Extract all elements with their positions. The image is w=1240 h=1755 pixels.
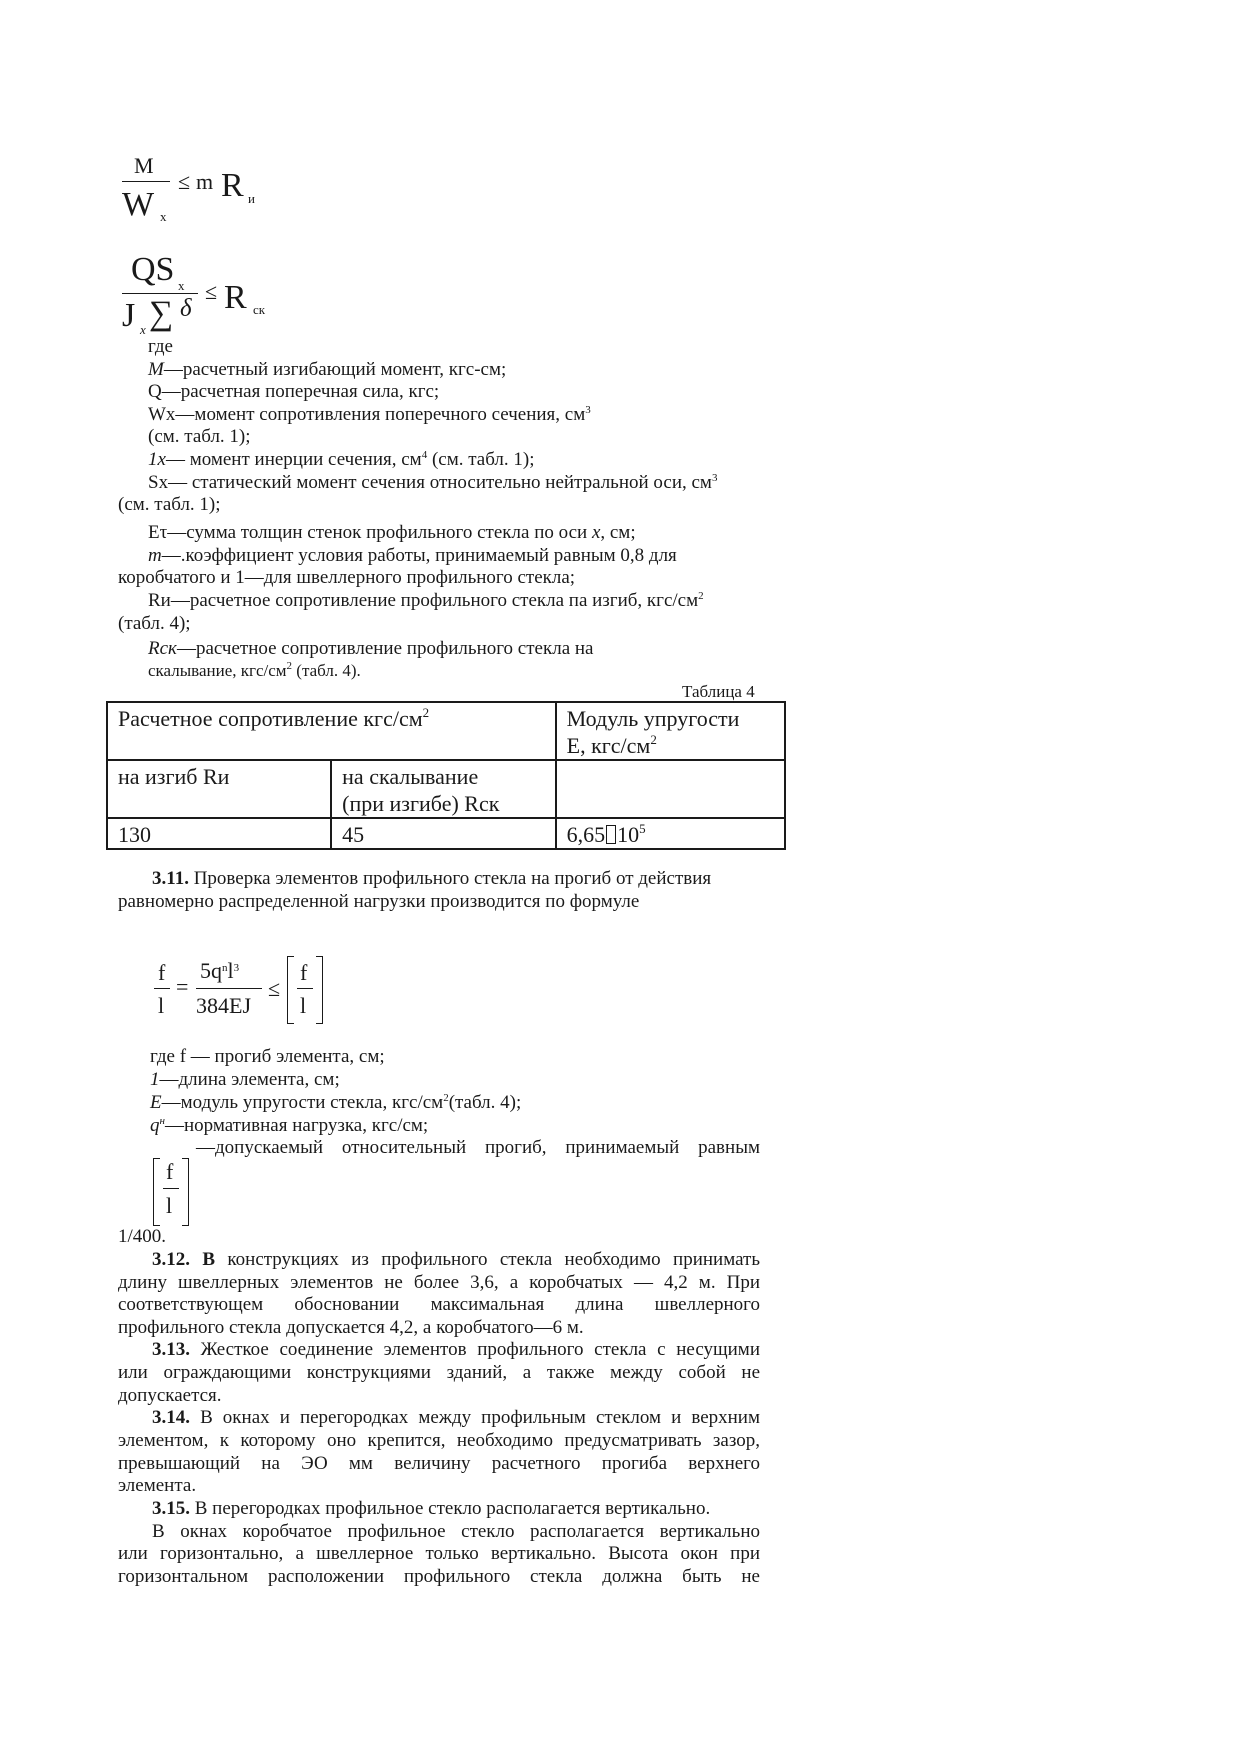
- def-sx-ref: (см. табл. 1);: [118, 494, 221, 515]
- formula1-rhs: R: [221, 167, 244, 204]
- allow-bar: [163, 1188, 179, 1189]
- formula3-mid-den: 384EJ: [196, 993, 251, 1018]
- para-3-14-line2: элементом, к которому оно крепится, необходимо предусматривать зазор,: [118, 1430, 760, 1451]
- formula3-mid-bar: [196, 988, 262, 989]
- formula3-relation: ≤: [268, 976, 281, 1001]
- def-e: E—модуль упругости стекла, кгс/$см^2(табл$. 4);: [150, 1092, 522, 1113]
- para-3-15-line3: или горизонтально, а швеллерное только вертикально. Высота окон при: [118, 1543, 760, 1564]
- def-wx-ref: (см. табл. 1);: [148, 426, 251, 447]
- table-cell: 6,65 $10^5$: [556, 818, 785, 849]
- para-3-15-line2: В окнах коробчатое профильное стекло располагается вертикально: [152, 1521, 760, 1542]
- para-3-13-line2: или ограждающими конструкциями зданий, а также между собой не: [118, 1362, 760, 1383]
- def-m-coef: т—.коэффициент условия работы, принимаемый равным 0,8 для: [148, 545, 677, 566]
- missing-glyph-box: [606, 825, 616, 844]
- formula2-relation: ≤: [205, 279, 218, 304]
- para-3-12-line2: длину швеллерных элементов не более 3,6, а коробчатых — 4,2 м. При: [118, 1272, 760, 1293]
- para-3-12-line1: 3.12. В конструкциях из профильного стекла необходимо принимать: [152, 1249, 760, 1270]
- def-f: где f — прогиб элемента, см;: [150, 1046, 385, 1067]
- formula3-mid-num: $5q^nl^3$: [200, 958, 240, 983]
- formula3-lhs-den: l: [158, 993, 165, 1018]
- para-3-11-line1: 3.11. Проверка элементов профильного стекла на прогиб от действия: [152, 868, 712, 889]
- table-row: [107, 702, 785, 760]
- para-3-14-line1: 3.14. В окнах и перегородках между профильным стеклом и верхним: [152, 1407, 760, 1428]
- formula1-denominator: W: [122, 186, 155, 223]
- def-m: M—расчетный изгибающий момент, кгс-см;: [148, 359, 507, 380]
- table-row: [107, 760, 785, 818]
- table-caption: Таблица 4: [682, 682, 755, 701]
- where-label: где: [148, 336, 173, 357]
- para-3-13-line1: 3.13. Жесткое соединение элементов профильного стекла с несущими: [152, 1339, 760, 1360]
- formula1-numerator: M: [134, 153, 154, 178]
- allow-right-bracket: [182, 1158, 189, 1226]
- formula2-rhs-sub: ск: [253, 302, 266, 317]
- para-3-12-line4: профильного стекла допускается 4,2, а коробчатого—6 м.: [118, 1317, 584, 1338]
- formula2-fraction-bar: [122, 293, 198, 294]
- def-rsk-cont: скалывание, кгс/$см^2$ (табл. 4).: [148, 660, 361, 680]
- def-ix: 1x— момент инерции сечения, $см^4$ (см. табл. 1);: [148, 449, 535, 470]
- para-3-11-line2: равномерно распределенной нагрузки производится по формуле: [118, 891, 640, 912]
- table-cell: [556, 760, 785, 818]
- formula1-denominator-sub: x: [160, 209, 167, 224]
- table-cell: на изгиб Rи: [107, 760, 331, 818]
- formula1-relation: ≤: [178, 169, 191, 194]
- formula1-rhs-sub: и: [248, 191, 255, 206]
- formula2-numerator: QS: [131, 251, 175, 288]
- def-l: 1—длина элемента, см;: [150, 1069, 340, 1090]
- para-3-15-line4: горизонтальном расположении профильного стекла должна быть не: [118, 1566, 760, 1587]
- para-3-15-line1: 3.15. В перегородках профильное стекло располагается вертикально.: [152, 1498, 711, 1519]
- formula3-br-num: f: [300, 960, 308, 985]
- formula2-rhs: R: [224, 279, 247, 316]
- table-cell: 130: [107, 818, 331, 849]
- table-4: [106, 701, 786, 850]
- def-q: Q—расчетная поперечная сила, кгс;: [148, 381, 440, 402]
- formula2-delta: δ: [180, 295, 192, 322]
- table-header-modulus: Модуль упругости E, кгс/$см^2$: [556, 702, 785, 760]
- para-3-13-line3: допускается.: [118, 1385, 222, 1406]
- para-3-12-line3: соответствующем обосновании максимальная длина швеллерного: [118, 1294, 760, 1315]
- para-3-14-line4: элемента.: [118, 1475, 197, 1496]
- def-ri-ref: (табл. 4);: [118, 613, 191, 634]
- def-wx: Wx—момент сопротивления поперечного сечения, $см^3$: [148, 404, 591, 425]
- formula2-sigma: ∑: [149, 295, 174, 332]
- def-m-coef-cont: коробчатого и 1—для швеллерного профильного стекла;: [118, 567, 576, 588]
- def-ri: Rи—расчетное сопротивление профильного стекла па изгиб, кгс/$см^2$: [148, 590, 704, 611]
- formula3-lhs-num: f: [158, 960, 166, 985]
- formula2-denominator: J: [122, 297, 136, 334]
- formula3-equals: =: [176, 974, 189, 999]
- table-cell: 45: [331, 818, 555, 849]
- formula3-br-den: l: [300, 993, 307, 1018]
- def-sx: Sx— статический момент сечения относительно нейтральной оси, $см^3$: [148, 472, 718, 493]
- allow-num: f: [166, 1159, 174, 1184]
- allow-left-bracket: [153, 1158, 160, 1226]
- table-row: [107, 818, 785, 849]
- formula3-lhs-bar: [154, 988, 170, 989]
- formula3-right-bracket: [316, 956, 323, 1024]
- def-allowable-deflection: —допускаемый относительный прогиб, принимаемый равным: [196, 1137, 760, 1158]
- formula3-left-bracket: [287, 956, 294, 1024]
- def-et: Eτ—сумма толщин стенок профильного стекла по оси x, см;: [148, 522, 636, 543]
- formula2-numerator-sub: x: [178, 278, 185, 293]
- table-header-resistance: Расчетное сопротивление кгс/$см^2$: [107, 702, 556, 760]
- para-3-14-line3: превышающий на ЭО мм величину расчетного прогиба верхнего: [118, 1453, 760, 1474]
- allow-den: l: [166, 1193, 173, 1218]
- formula1-fraction-bar: [122, 181, 170, 182]
- def-qn: $q^н—нормативная$ нагрузка, кгс/см;: [150, 1115, 429, 1136]
- formula2-denominator-sub: x: [140, 322, 146, 337]
- formula3-br-bar: [297, 988, 313, 989]
- table-cell: на скалывание (при изгибе) Rск: [331, 760, 555, 818]
- formula1-coef: m: [196, 169, 214, 194]
- allow-value: 1/400.: [118, 1226, 167, 1247]
- def-rsk: Rск—расчетное сопротивление профильного стекла на: [148, 638, 594, 659]
